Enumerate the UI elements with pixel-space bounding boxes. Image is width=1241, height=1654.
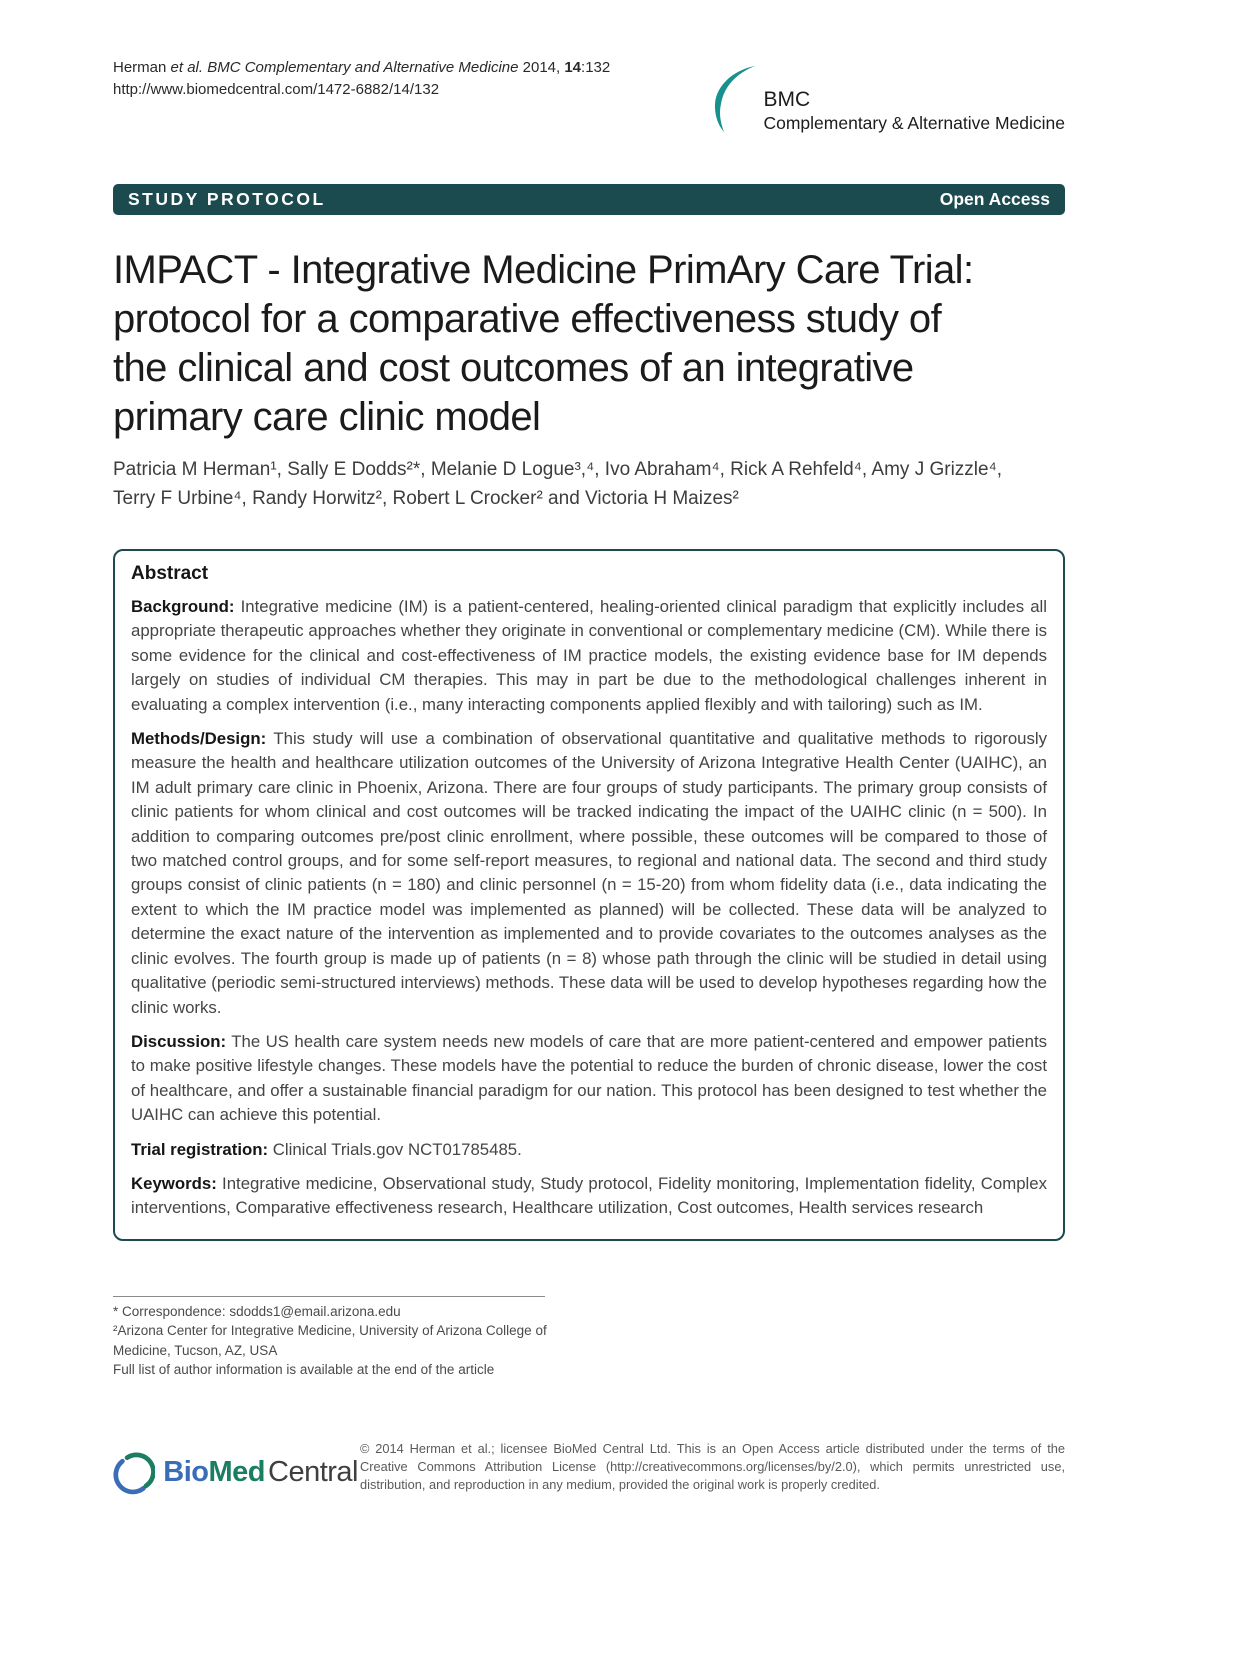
article-url-link[interactable]: http://www.biomedcentral.com/1472-6882/14/132 <box>113 81 440 98</box>
citation-line <box>113 57 610 79</box>
title-line-2: protocol for a comparative effectiveness study of <box>113 297 942 341</box>
correspondence-email-link[interactable]: * Correspondence: sdodds1@email.arizona.edu <box>113 1303 401 1319</box>
citation-block <box>113 57 610 101</box>
authors-line-2: Terry F Urbine⁴, Randy Horwitz², Robert L Crocker² and Victoria H Maizes² <box>113 488 739 509</box>
citation-journal: et al. BMC Complementary and Alternative Medicine <box>170 59 519 76</box>
citation-authors: Herman <box>113 59 171 76</box>
citation-volume: 14 <box>564 59 582 76</box>
biomed-logo-med: Med <box>208 1456 265 1489</box>
section-label: Trial registration: <box>131 1139 269 1159</box>
open-access-label: Open Access <box>939 189 1050 209</box>
abstract-section-discussion <box>131 1030 1047 1128</box>
bmc-swoosh-icon <box>711 64 757 134</box>
page-header <box>113 0 1065 134</box>
abstract-section-keywords <box>131 1172 1047 1221</box>
bmc-logo-text <box>763 88 1065 134</box>
section-text: This study will use a combination of observational quantitative and qualitative methods to rigorously measure the health and healthcare utilization outcomes of the University of Arizona Integrative Health Center (UAIHC), an IM adult primary care clinic in Phoenix, Arizona. There are four groups of study participants. The primary group consists of clinic patients for whom clinical and cost outcomes will be tracked indicating the impact of the UAIHC clinic (n = 500). In addition to comparing outcomes pre/post clinic enrollment, where possible, these outcomes will be compared to those of two matched control groups, and for some self-report measures, to regional and national data. The second and third study groups consist of clinic patients (n = 180) and clinic personnel (n = 15-20) from whom fidelity data (i.e., data indicating the extent to which the IM practice model was implemented as planned) will be collected. These data will be analyzed to determine the exact nature of the intervention as implemented and to provide covariates to the outcomes analyses as the clinic evolves. The fourth group is made up of patients (n = 8) whose path through the clinic will be studied in detail using qualitative (periodic semi-structured interviews) methods. These data will be used to develop hypotheses regarding how the clinic works. <box>131 729 1047 1017</box>
page-footer <box>113 1440 1065 1506</box>
biomed-logo-bio: Bio <box>163 1456 209 1489</box>
correspondence-note[interactable] <box>113 1302 561 1322</box>
section-label: Discussion: <box>131 1031 227 1051</box>
article-type-label: STUDY PROTOCOL <box>128 189 326 209</box>
section-text: Integrative medicine (IM) is a patient-centered, healing-oriented clinical paradigm that explicitly includes all appropriate therapeutic approaches whether they originate in conventional or complementary medicine (CM). While there is some evidence for the clinical and cost-effectiveness of IM practice models, the existing evidence base for IM depends largely on studies of individual CM therapies. This may in part be due to the methodological challenges inherent in evaluating a complex intervention (i.e., many interacting components applied flexibly and with tailoring) such as IM. <box>131 597 1047 714</box>
copyright-text: © 2014 Herman et al.; licensee BioMed Central Ltd. This is an Open Access article distributed under the terms of the Creative Commons Attribution License (http://creativecommons.org/licenses/by/2.0), which permits unrestricted use, distribution, and reproduction in any medium, provided the original work is properly credited. <box>360 1440 1065 1492</box>
section-label: Keywords: <box>131 1173 217 1193</box>
affiliation-note: ²Arizona Center for Integrative Medicine, University of Arizona College of Medicine, Tucson, AZ, USA <box>113 1323 547 1358</box>
title-line-1: IMPACT - Integrative Medicine PrimAry Care Trial: <box>113 248 974 292</box>
article-type-banner <box>113 184 1065 215</box>
section-text: The US health care system needs new models of care that are more patient-centered and empower patients to make positive lifestyle changes. These models have the potential to reduce the burden of chronic disease, lower the cost of healthcare, and offer a sustainable financial paradigm for our nation. This protocol has been designed to test whether the UAIHC can achieve this potential. <box>131 1031 1047 1125</box>
abstract-section-background <box>131 595 1047 717</box>
title-line-4: primary care clinic model <box>113 395 541 439</box>
author-list <box>113 455 1065 513</box>
biomed-central-logo <box>113 1440 358 1506</box>
biomed-circle-icon <box>113 1440 155 1506</box>
author-info-note: Full list of author information is available at the end of the article <box>113 1362 495 1378</box>
abstract-section-methods <box>131 727 1047 1020</box>
footnote-divider <box>113 1296 545 1297</box>
title-line-3: the clinical and cost outcomes of an integrative <box>113 346 914 390</box>
citation-year: 2014, <box>518 59 565 76</box>
abstract-section-trial-registration <box>131 1138 1047 1162</box>
bmc-logo-name: BMC <box>763 88 811 111</box>
section-text: Integrative medicine, Observational study, Study protocol, Fidelity monitoring, Implementation fidelity, Complex interventions, Comparative effectiveness research, Healthcare utilization, Cost outcomes, Health services research <box>131 1173 1047 1218</box>
section-text: Clinical Trials.gov NCT01785485. <box>268 1139 522 1159</box>
section-label: Background: <box>131 597 235 616</box>
abstract-box <box>113 549 1065 1241</box>
bmc-journal-logo <box>711 57 1065 134</box>
section-label: Methods/Design: <box>131 729 267 749</box>
abstract-heading: Abstract <box>131 563 209 584</box>
biomed-logo-central: Central <box>268 1456 358 1489</box>
article-title <box>113 246 1065 442</box>
citation-article-number: :132 <box>581 59 611 76</box>
journal-name: Complementary & Alternative Medicine <box>763 113 1065 133</box>
biomed-logo-text <box>163 1456 358 1489</box>
citation-url[interactable] <box>113 79 610 101</box>
footnote-block <box>113 1296 561 1380</box>
authors-line-1: Patricia M Herman¹, Sally E Dodds²*, Melanie D Logue³,⁴, Ivo Abraham⁴, Rick A Rehfeld⁴, Amy J Grizzle⁴, <box>113 459 1003 480</box>
